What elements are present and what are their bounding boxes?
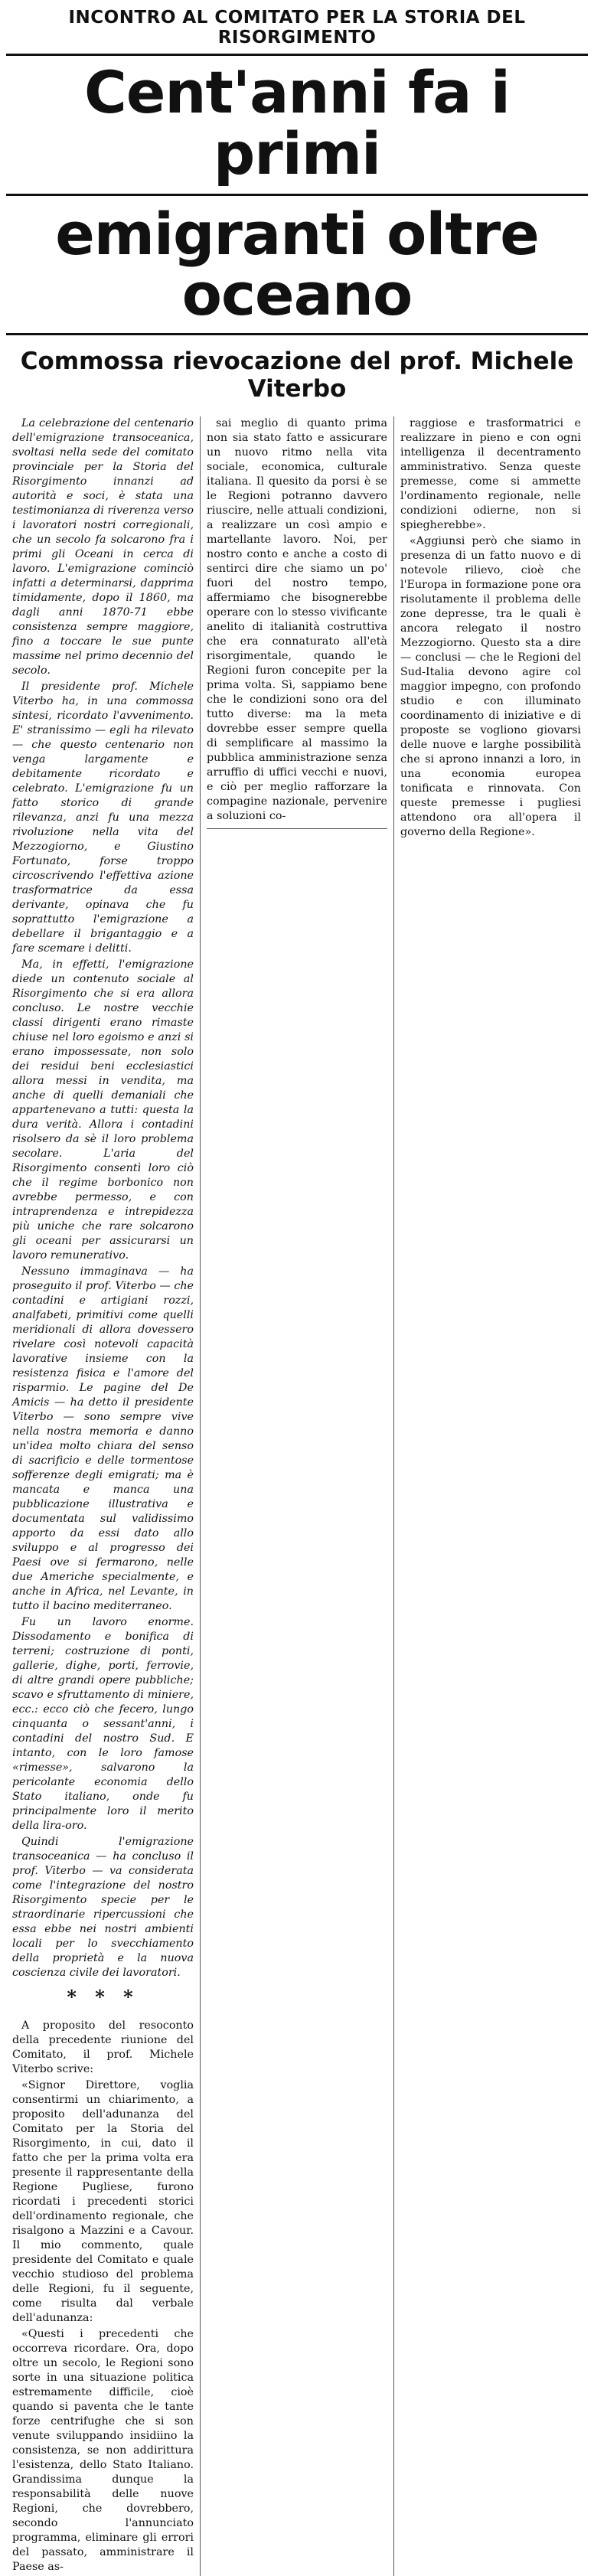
column-3 [393, 416, 587, 2576]
column-1 [6, 416, 200, 2576]
article-paragraph: Il presidente prof. Michele Viterbo ha, in una commossa sintesi, ricordato l'avvenimento. E' stranissimo — egli ha rilevato — che questo centenario non venga largamente e debitamente ricordato e celebrato. L'emigrazione fu un fatto storico di grande rilevanza, anzi fu una mezza rivoluzione nella vita del Mezzogiorno, e Giustino Fortunato, forse troppo circoscrivendo l'effettiva azione trasformatrice da essa derivante, opinava che fu soprattutto l'emigrazione a debellare il brigantaggio e a fare scemare i delitti. [12, 681, 194, 955]
article-paragraph: «Questi i precedenti che occorreva ricordare. Ora, dopo oltre un secolo, le Regioni sono sorte in una situazione politica estremamente difficile, cioè quando si paventa che le tante forze centrifughe che si son venute sviluppando insidiino la consistenza, se non addirittura l'esistenza, dello Stato Italiano. Grandissima dunque la responsabilità delle nuove Regioni, che dovrebbero, secondo l'annunciato programma, eliminare gli errori del passato, amministrare il Paese as- [12, 2328, 194, 2574]
article-paragraph: La celebrazione del centenario dell'emigrazione transoceanica, svoltasi nella sede del comitato provinciale per la Storia del Risorgimento innanzi ad autorità e soci, è stata una testimonianza di riverenza verso i lavoratori nostri corregionali, che un secolo fa solcarono fra i primi gli Oceani in cerca di lavoro. L'emigrazione cominciò infatti a determinarsi, dapprima timidamente, dopo il 1860, ma dagli anni 1870-71 ebbe consistenza sempre maggiore, fino a toccare le sue punte massime nel primo decennio del secolo. [12, 417, 194, 677]
newspaper-page [6, 0, 588, 2576]
section-separator: * * * [67, 1986, 139, 2009]
article-paragraph: Ma, in effetti, l'emigrazione diede un contenuto sociale al Risorgimento che si era allora concluso. Le nostre vecchie classi dirigenti erano rimaste chiuse nel loro egoismo e anzi si erano impossessate, non solo dei residui beni ecclesiastici allora messi in vendita, ma anche di quelli demaniali che appartenevano a tutti: questa la dura verità. Allora i contadini risolsero da sè il loro problema secolare. L'aria del Risorgimento consentì loro ciò che il regime borbonico non avrebbe permesso, e con intraprendenza e intrepidezza più uniche che rare solcarono gli oceani per assicurarsi un lavoro remunerativo. [12, 958, 194, 1262]
column-2 [200, 416, 393, 2576]
article-columns [6, 416, 588, 2576]
headline-line-1: Cent'anni fa i primi [84, 58, 510, 188]
article-paragraph: sai meglio di quanto prima non sia stato fatto e assicurare un nuovo ritmo nella vita sociale, economica, culturale italiana. Il quesito da porsi è se le Regioni potranno davvero riuscire, nelle attuali condizioni, a realizzare un così ampio e martellante lavoro. Noi, per nostro conto e anche a costo di sentirci dire che siamo un po' fuori del nostro tempo, affermiamo che bisognerebbe operare con lo stesso vivificante anelito di italianità costruttiva che era connaturato all'età risorgimentale, quando le Regioni furon concepite per la prima volta. Sì, sappiamo bene che le condizioni sono ora del tutto diverse: ma la meta dovrebbe esser sempre quella di semplificare al massimo la pubblica amministrazione senza arruffio di uffici vecchi e nuovi, e ciò per meglio rafforzare la compagine nazionale, pervenire a soluzioni co- [207, 417, 387, 823]
article-paragraph: raggiose e trasformatrici e realizzare in pieno e con ogni intelligenza il decentramento amministrativo. Senza queste premesse, come si ammette l'ordinamento regionale, nelle condizioni odierne, non si spiegherebbe». [400, 417, 581, 532]
headline-line-2: emigranti oltre oceano [55, 199, 539, 329]
headline-bottom-rule [6, 333, 588, 335]
article-paragraph: «Signor Direttore, voglia consentirmi un chiarimento, a proposito dell'adunanza del Comitato per la Storia del Risorgimento, in cui, dato il fatto che per la prima volta era presente il rappresentante della Regione Pugliese, furono ricordati i precedenti storici dell'ordinamento regionale, che risalgono a Mazzini e a Cavour. Il mio commento, quale presidente del Comitato e quale vecchio studioso del problema delle Regioni, fu il seguente, come risulta dal verbale dell'adunanza: [12, 2079, 194, 2325]
article-paragraph: Quindi l'emigrazione transoceanica — ha concluso il prof. Viterbo — va considerata come l'integrazione del nostro Risorgimento specie per le straordinarie ripercussioni che essa ebbe nei nostri ambienti locali per lo svecchiamento della proprietà e la nuova coscienza civile dei lavoratori. [12, 1836, 194, 1980]
kicker: INCONTRO AL COMITATO PER LA STORIA DEL RISORGIMENTO [68, 8, 526, 47]
headline-rule [6, 194, 588, 196]
article-paragraph: A proposito del resoconto della precedente riunione del Comitato, il prof. Michele Viterbo scrive: [12, 2019, 194, 2076]
column-end-rule [207, 828, 387, 829]
article-paragraph: «Aggiunsi però che siamo in presenza di un fatto nuovo e di notevole rilievo, cioè che l'Europa in formazione pone ora risolutamente il problema delle zone depresse, tra le quali è ancora relegato il nostro Mezzogiorno. Questo sta a dire — conclusi — che le Regioni del Sud-Italia devono agire col maggior impegno, con profondo studio e con illuminato coordinamento di iniziative e di proposte se vogliono giovarsi delle nuove e larghe possibilità che si aprono innanzi a loro, in una economia europea tonificata e rinnovata. Con queste premesse i pugliesi attendono ora all'opera il governo della Regione». [400, 535, 581, 839]
subheadline: Commossa rievocazione del prof. Michele Viterbo [20, 348, 574, 403]
top-rule [6, 54, 588, 56]
article-paragraph: Nessuno immaginava — ha proseguito il prof. Viterbo — che contadini e artigiani rozzi, analfabeti, primitivi come quelli meridionali di allora dovessero rivelare così notevoli capacità lavorative insieme con la resistenza fisica e l'amore del risparmio. Le pagine del De Amicis — ha detto il presidente Viterbo — sono sempre vive nella nostra memoria e danno un'idea molto chiara del senso di sacrificio e delle tormentose sofferenze degli emigrati; ma è mancata e manca una pubblicazione illustrativa e documentata sul validissimo apporto da essi dato allo sviluppo e al progresso dei Paesi ove si fermarono, nelle due Americhe specialmente, e anche in Africa, nel Levante, in tutto il bacino mediterraneo. [12, 1265, 194, 1613]
article-paragraph: Fu un lavoro enorme. Dissodamento e bonifica di terreni; costruzione di ponti, gallerie, dighe, porti, ferrovie, di altre grandi opere pubbliche; scavo e sfruttamento di miniere, ecc.: ecco ciò che fecero, lungo cinquanta o sessant'anni, i contadini del nostro Sud. E intanto, con le loro famose «rimesse», salvarono la pericolante economia dello Stato italiano, onde fu principalmente loro il merito della lira-oro. [12, 1616, 194, 1833]
